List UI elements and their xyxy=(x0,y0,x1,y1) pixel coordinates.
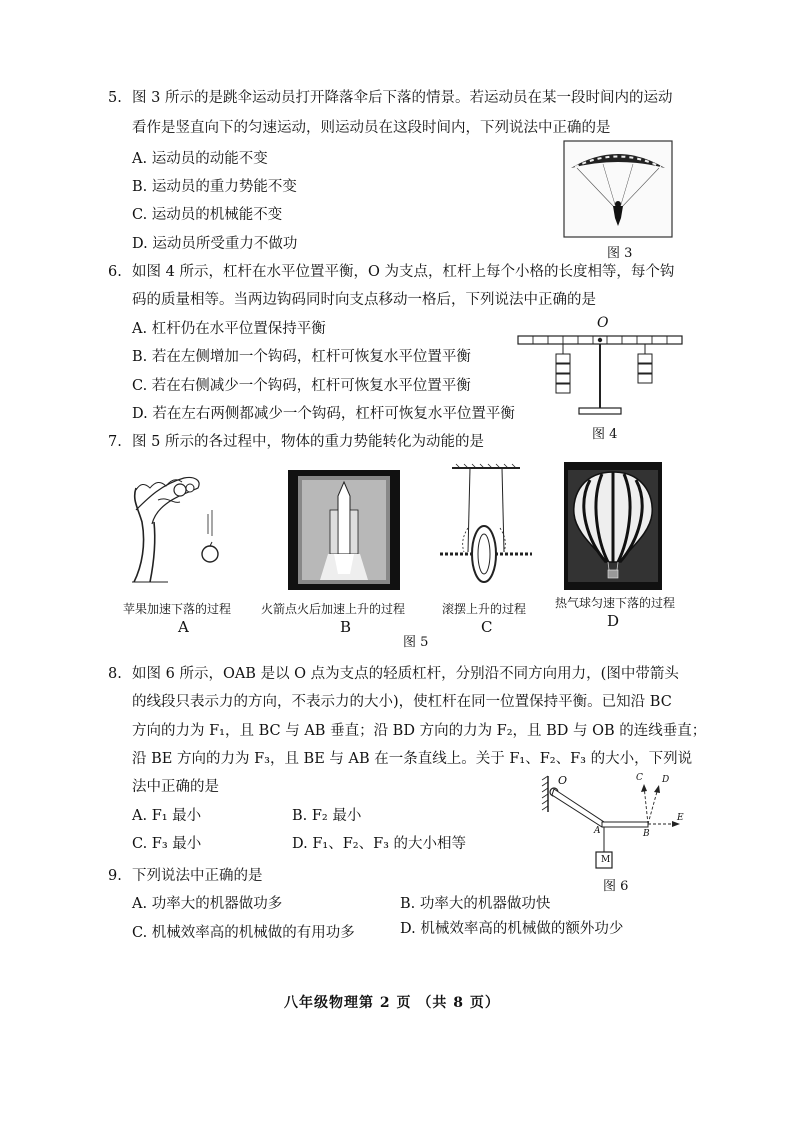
q9-number: 9. xyxy=(108,868,122,884)
q8-stem-line3: 方向的力为 F₁，且 BC 与 AB 垂直；沿 BD 方向的力为 F₂，且 BD 与 OB 的连线垂直； xyxy=(132,723,707,739)
figure-5b-rocket-launch xyxy=(288,470,400,590)
figure-5c-letter: C xyxy=(481,618,493,636)
page-footer: 八年级物理第 2 页 （共 8 页） xyxy=(284,995,500,1011)
q5-stem-line1: 图 3 所示的是跳伞运动员打开降落伞后下落的情景。若运动员在某一段时间内的运动 xyxy=(132,90,673,106)
figure-6-label-c: C xyxy=(636,773,643,783)
figure-5b-caption: 火箭点火后加速上升的过程 xyxy=(261,602,406,616)
figure-6-label-a: A xyxy=(594,826,601,836)
q5-stem-line2: 看作是竖直向下的匀速运动，则运动员在这段时间内，下列说法中正确的是 xyxy=(132,120,611,136)
q7-number: 7. xyxy=(108,434,122,450)
figure-6-caption: 图 6 xyxy=(603,879,629,894)
q6-stem-line1: 如图 4 所示，杠杆在水平位置平衡，O 为支点，杠杆上每个小格的长度相等，每个钩 xyxy=(132,264,675,280)
q8-stem-line5: 法中正确的是 xyxy=(132,779,219,795)
figure-3-parachutist xyxy=(563,140,673,238)
q6-option-c: C. 若在右侧减少一个钩码，杠杆可恢复水平位置平衡 xyxy=(132,378,471,394)
q5-option-d: D. 运动员所受重力不做功 xyxy=(132,236,298,252)
q5-option-b: B. 运动员的重力势能不变 xyxy=(132,179,297,195)
q8-stem-line2: 的线段只表示力的方向，不表示力的大小)，使杠杆在同一位置保持平衡。已知沿 BC xyxy=(132,694,672,710)
figure-4-lever xyxy=(515,316,685,421)
q5-option-c: C. 运动员的机械能不变 xyxy=(132,207,283,223)
figure-5d-caption: 热气球匀速下落的过程 xyxy=(555,596,676,610)
figure-5d-letter: D xyxy=(607,612,620,630)
figure-5b-letter: B xyxy=(340,618,352,636)
q9-option-c: C. 机械效率高的机械做的有用功多 xyxy=(132,925,355,941)
q6-option-a: A. 杠杆仍在水平位置保持平衡 xyxy=(132,321,326,337)
q8-option-c: C. F₃ 最小 xyxy=(132,836,202,852)
figure-6-label-e: E xyxy=(677,813,684,823)
figure-5d-hot-air-balloon xyxy=(564,462,662,590)
figure-5a-caption: 苹果加速下落的过程 xyxy=(123,602,232,616)
q9-option-a: A. 功率大的机器做功多 xyxy=(132,896,283,912)
figure-5a-apple-tree xyxy=(128,470,243,590)
figure-5-caption: 图 5 xyxy=(403,635,429,650)
q5-option-a: A. 运动员的动能不变 xyxy=(132,151,268,167)
figure-6-bent-lever xyxy=(540,772,690,880)
figure-5c-maxwell-wheel xyxy=(438,462,538,592)
q8-option-b: B. F₂ 最小 xyxy=(292,808,362,824)
q9-option-d: D. 机械效率高的机械做的额外功少 xyxy=(400,921,624,937)
figure-4-pivot-label: O xyxy=(597,315,609,331)
figure-6-label-d: D xyxy=(662,775,670,785)
q8-stem-line4: 沿 BE 方向的力为 F₃，且 BE 与 AB 在一条直线上。关于 F₁、F₂、F₃ 的大小，下列说 xyxy=(132,751,693,767)
figure-6-label-o: O xyxy=(558,774,568,787)
q6-option-d: D. 若在左右两侧都减少一个钩码，杠杆可恢复水平位置平衡 xyxy=(132,406,515,422)
q8-option-a: A. F₁ 最小 xyxy=(132,808,202,824)
figure-6-label-m: M xyxy=(601,855,611,865)
figure-5a-letter: A xyxy=(178,618,189,636)
figure-6-label-b: B xyxy=(643,829,650,839)
q6-stem-line2: 码的质量相等。当两边钩码同时向支点移动一格后，下列说法中正确的是 xyxy=(132,292,596,308)
q5-number: 5. xyxy=(108,90,122,106)
figure-4-caption: 图 4 xyxy=(592,427,618,442)
figure-3-caption: 图 3 xyxy=(607,246,633,261)
q6-number: 6. xyxy=(108,264,122,280)
q7-stem: 图 5 所示的各过程中，物体的重力势能转化为动能的是 xyxy=(132,434,484,450)
figure-5c-caption: 滚摆上升的过程 xyxy=(442,602,527,616)
q6-option-b: B. 若在左侧增加一个钩码，杠杆可恢复水平位置平衡 xyxy=(132,349,471,365)
q8-number: 8. xyxy=(108,666,122,682)
q8-option-d: D. F₁、F₂、F₃ 的大小相等 xyxy=(292,836,467,852)
q8-stem-line1: 如图 6 所示，OAB 是以 O 点为支点的轻质杠杆，分别沿不同方向用力，(图中带箭头 xyxy=(132,666,679,682)
q9-stem: 下列说法中正确的是 xyxy=(132,868,263,884)
q9-option-b: B. 功率大的机器做功快 xyxy=(400,896,551,912)
